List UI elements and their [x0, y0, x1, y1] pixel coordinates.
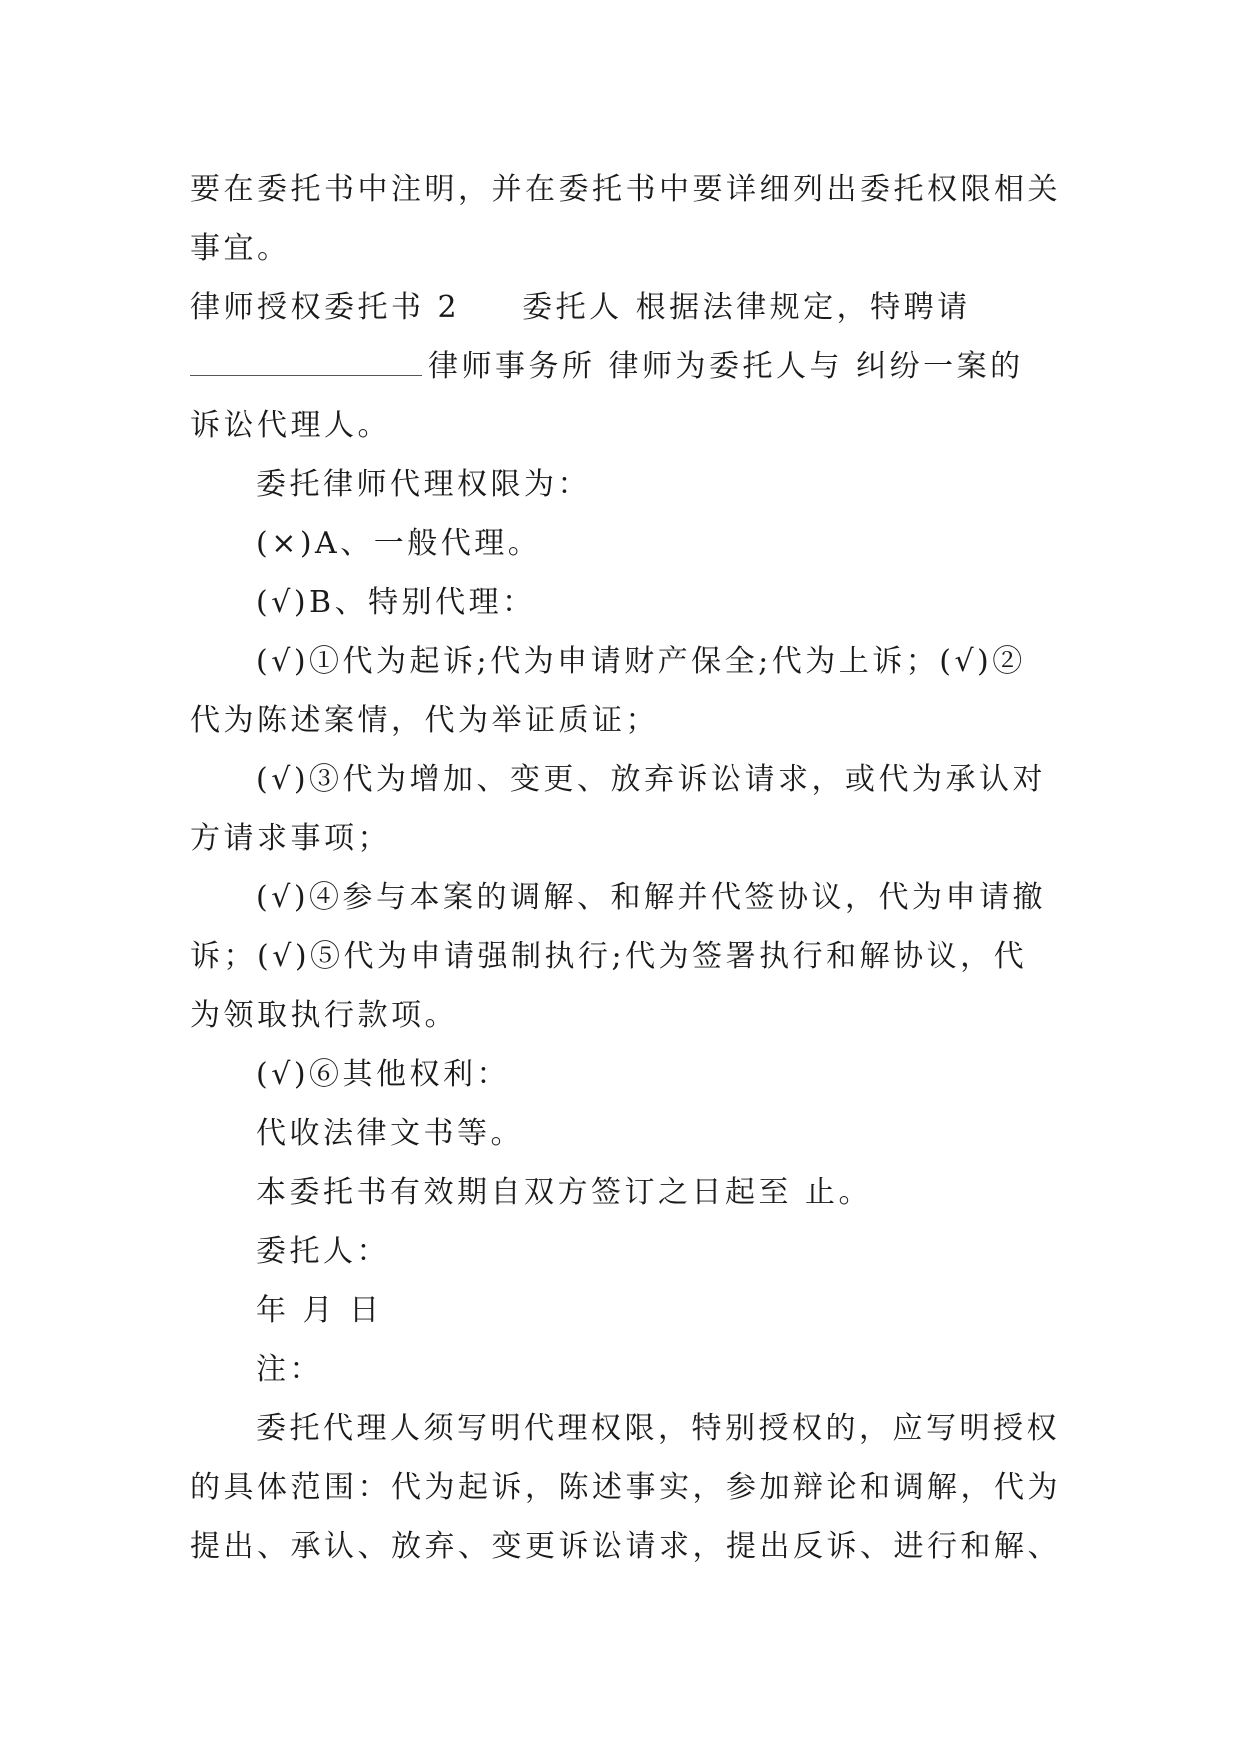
section-heading: 律师授权委托书 2: [190, 290, 461, 325]
text-line: 代为陈述案情，代为举证质证；: [190, 703, 659, 738]
text-line: 本委托书有效期自双方签订之日起至 止。: [256, 1175, 873, 1210]
text-line: 委托代理人须写明代理权限，特别授权的，应写明授权: [256, 1411, 1060, 1446]
text-segment: 委托人 根据法律规定，特聘请: [522, 290, 971, 325]
text-line: (√)③代为增加、变更、放弃诉讼请求，或代为承认对: [256, 762, 1047, 797]
text-line: 代收法律文书等。: [256, 1116, 524, 1151]
text-line: 的具体范围：代为起诉，陈述事实，参加辩论和调解，代为: [190, 1470, 1061, 1505]
text-line: (√)①代为起诉;代为申请财产保全;代为上诉；(√)②: [256, 644, 1026, 679]
text-line: 诉；(√)⑤代为申请强制执行;代为签署执行和解协议，代: [190, 939, 1028, 974]
text-line: 方请求事项；: [190, 821, 391, 856]
text-line: 委托人：: [256, 1234, 390, 1269]
text-line: (×)A、一般代理。: [256, 526, 542, 561]
text-line: 为领取执行款项。: [190, 998, 458, 1033]
text-line: (√)⑥其他权利：: [256, 1057, 511, 1092]
text-line: 诉讼代理人。: [190, 408, 391, 443]
text-line: 注：: [256, 1352, 323, 1387]
section-heading-line: [190, 278, 1070, 337]
text-segment: 律师事务所 律师为委托人与 纠纷一案的: [428, 349, 1024, 384]
text-line: (√)B、特别代理：: [256, 585, 536, 620]
text-line: 委托律师代理权限为：: [256, 467, 591, 502]
document-body: [190, 160, 1070, 1576]
text-line: 要在委托书中注明，并在委托书中要详细列出委托权限相关: [190, 172, 1061, 207]
fill-in-blank: [190, 349, 422, 376]
text-line: [190, 337, 1070, 396]
text-line: 事宜。: [190, 231, 291, 266]
text-line: 年 月 日: [256, 1293, 383, 1328]
text-line: (√)④参与本案的调解、和解并代签协议，代为申请撤: [256, 880, 1047, 915]
text-line: 提出、承认、放弃、变更诉讼请求，提出反诉、进行和解、: [190, 1529, 1061, 1564]
